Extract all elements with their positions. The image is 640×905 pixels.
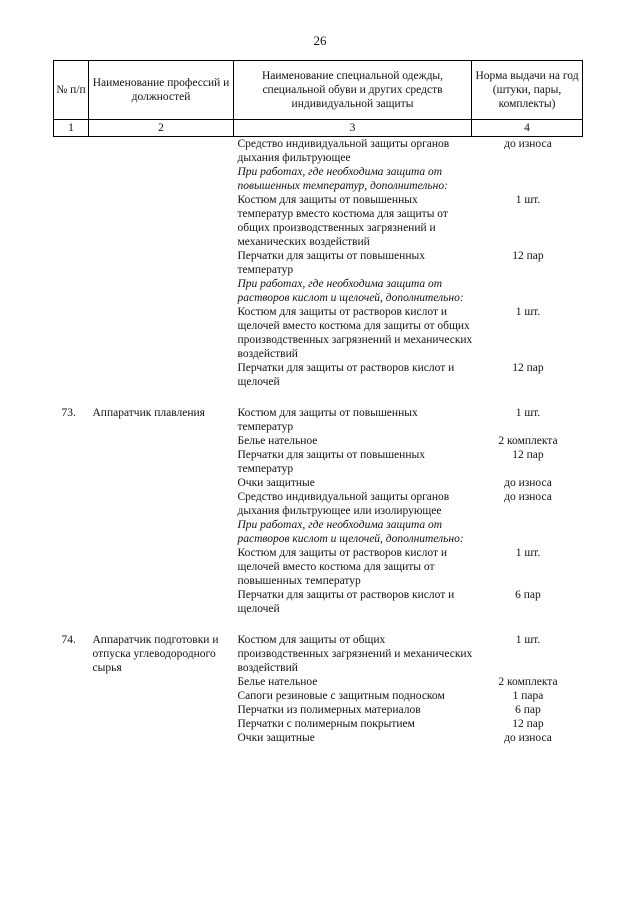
ppe-item bbox=[238, 633, 583, 675]
ppe-item-norm bbox=[473, 277, 582, 305]
ppe-item-norm: 1 шт. bbox=[515, 547, 541, 559]
ppe-item-name: Перчатки с полимерным покрытием bbox=[237, 718, 415, 730]
row-number: 73. bbox=[61, 407, 76, 419]
ppe-item-name: Костюм для защиты от повышенных температур вместо костюма для защиты от общих производственных загрязнений и механических воздействий bbox=[237, 194, 448, 248]
ppe-item-norm bbox=[473, 518, 582, 546]
condition-note bbox=[238, 165, 583, 193]
ppe-item-norm: до износа bbox=[504, 477, 552, 489]
ppe-item bbox=[238, 137, 583, 165]
ppe-items-cell bbox=[234, 406, 583, 616]
column-number-2: 2 bbox=[89, 120, 234, 137]
ppe-item-name: Костюм для защиты от растворов кислот и щелочей вместо костюма для защиты от повышенных температур bbox=[237, 547, 448, 587]
ppe-item-name: Очки защитные bbox=[237, 732, 315, 744]
ppe-item-norm: 6 пар bbox=[515, 589, 541, 601]
ppe-item-norm: 1 пара bbox=[512, 690, 544, 702]
ppe-norms-table bbox=[53, 60, 583, 745]
table-row bbox=[54, 633, 583, 745]
ppe-item-name: Костюм для защиты от повышенных температур bbox=[237, 407, 418, 433]
page-number: 26 bbox=[313, 33, 327, 48]
ppe-item bbox=[238, 490, 583, 518]
condition-note bbox=[238, 518, 583, 546]
condition-note bbox=[238, 277, 583, 305]
ppe-item-name: Белье нательное bbox=[237, 676, 318, 688]
ppe-item bbox=[238, 588, 583, 616]
ppe-item bbox=[238, 717, 583, 731]
profession-name bbox=[89, 137, 234, 390]
ppe-item-norm: 12 пар bbox=[512, 449, 544, 461]
ppe-item-name: Сапоги резиновые с защитным подноском bbox=[237, 690, 445, 702]
ppe-item-norm: 12 пар bbox=[512, 362, 544, 374]
row-number bbox=[54, 137, 89, 390]
ppe-item bbox=[238, 448, 583, 476]
ppe-item-name: Средство индивидуальной защиты органов дыхания фильтрующее bbox=[237, 138, 450, 164]
ppe-item bbox=[238, 361, 583, 389]
ppe-item bbox=[238, 703, 583, 717]
ppe-item-norm: 12 пар bbox=[512, 250, 544, 262]
table-row bbox=[54, 406, 583, 616]
ppe-item-norm: 2 комплекта bbox=[498, 676, 558, 688]
column-number-1: 1 bbox=[54, 120, 89, 137]
ppe-item-norm: 1 шт. bbox=[515, 306, 541, 318]
table-body bbox=[54, 137, 583, 746]
ppe-item bbox=[238, 193, 583, 249]
ppe-item-name: Перчатки из полимерных материалов bbox=[237, 704, 421, 716]
row-spacer bbox=[54, 616, 583, 633]
ppe-item-name: Перчатки для защиты от повышенных температур bbox=[237, 449, 425, 475]
ppe-item bbox=[238, 434, 583, 448]
ppe-item-norm bbox=[473, 165, 582, 193]
ppe-item bbox=[238, 689, 583, 703]
ppe-item-norm: 12 пар bbox=[512, 718, 544, 730]
ppe-item-name: Перчатки для защиты от растворов кислот и щелочей bbox=[237, 589, 455, 615]
ppe-item bbox=[238, 546, 583, 588]
ppe-item bbox=[238, 249, 583, 277]
ppe-item bbox=[238, 675, 583, 689]
header-profession: Наименование профессий и должностей bbox=[89, 61, 234, 120]
ppe-item bbox=[238, 305, 583, 361]
ppe-item-name: При работах, где необходима защита от повышенных температур, дополнительно: bbox=[237, 166, 448, 192]
ppe-item-norm: 6 пар bbox=[515, 704, 541, 716]
column-number-4: 4 bbox=[472, 120, 583, 137]
header-annual-norm: Норма выдачи на год (штуки, пары, комплекты) bbox=[472, 61, 583, 120]
ppe-item-norm: до износа bbox=[504, 138, 552, 150]
ppe-item-name: Костюм для защиты от общих производственных загрязнений и механических воздействий bbox=[237, 634, 473, 674]
ppe-item-name: Перчатки для защиты от повышенных температур bbox=[237, 250, 425, 276]
ppe-item-norm: 2 комплекта bbox=[498, 435, 558, 447]
ppe-item-name: Костюм для защиты от растворов кислот и щелочей вместо костюма для защиты от общих производственных загрязнений и механических воздействий bbox=[237, 306, 473, 360]
ppe-item-name: Средство индивидуальной защиты органов дыхания фильтрующее или изолирующее bbox=[237, 491, 450, 517]
ppe-item-name: Белье нательное bbox=[237, 435, 318, 447]
ppe-items-cell bbox=[234, 137, 583, 390]
table-header-row bbox=[54, 61, 583, 120]
ppe-item-name: Перчатки для защиты от растворов кислот и щелочей bbox=[237, 362, 455, 388]
column-number-3: 3 bbox=[234, 120, 472, 137]
header-ppe-name: Наименование специальной одежды, специальной обуви и других средств индивидуальной защиты bbox=[234, 61, 472, 120]
ppe-item-norm: 1 шт. bbox=[515, 407, 541, 419]
column-number-row bbox=[54, 120, 583, 137]
ppe-item bbox=[238, 731, 583, 745]
ppe-item-norm: до износа bbox=[504, 732, 552, 744]
ppe-item-name: При работах, где необходима защита от растворов кислот и щелочей, дополнительно: bbox=[237, 519, 464, 545]
ppe-item bbox=[238, 476, 583, 490]
ppe-item bbox=[238, 406, 583, 434]
profession-name: Аппаратчик подготовки и отпуска углеводородного сырья bbox=[92, 634, 219, 674]
ppe-item-norm: до износа bbox=[504, 491, 552, 503]
ppe-item-norm: 1 шт. bbox=[515, 194, 541, 206]
ppe-item-name: При работах, где необходима защита от растворов кислот и щелочей, дополнительно: bbox=[237, 278, 464, 304]
ppe-item-norm: 1 шт. bbox=[515, 634, 541, 646]
table-row bbox=[54, 137, 583, 390]
row-number: 74. bbox=[61, 634, 76, 646]
profession-name: Аппаратчик плавления bbox=[92, 407, 205, 419]
ppe-items-cell bbox=[234, 633, 583, 745]
ppe-item-name: Очки защитные bbox=[237, 477, 315, 489]
row-spacer bbox=[54, 389, 583, 406]
header-number: № п/п bbox=[54, 61, 89, 120]
